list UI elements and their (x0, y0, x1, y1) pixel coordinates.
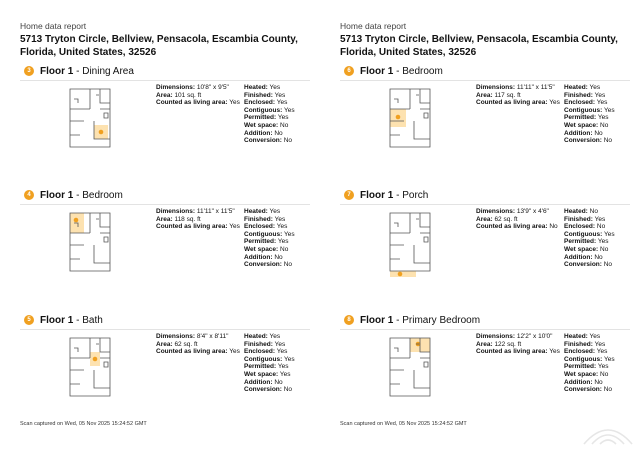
conversion-label: Conversion: (244, 261, 282, 269)
heated-value: Yes (589, 84, 601, 91)
addition-value: No (274, 253, 283, 261)
dimensions-label: Dimensions: (156, 84, 196, 91)
dimensions-value: 8'4" x 8'11" (196, 333, 229, 340)
floor-label: Floor 1 (40, 65, 74, 77)
contiguous-value: Yes (283, 230, 295, 238)
enclosed-value: Yes (596, 348, 608, 356)
floor-plan-thumbnail (66, 85, 116, 155)
living-area-value: Yes (229, 99, 240, 107)
wet-space-label: Wet space: (564, 370, 599, 378)
room-flags (244, 333, 295, 394)
heated-value: Yes (269, 208, 281, 215)
contiguous-label: Contiguous: (564, 230, 603, 238)
dimensions-value: 13'9" x 4'6" (516, 208, 549, 215)
permitted-label: Permitted: (564, 238, 597, 246)
room-details (156, 333, 240, 356)
dimensions-label: Dimensions: (476, 208, 516, 215)
conversion-value: No (603, 261, 613, 269)
area-value: 118 sq. ft (174, 215, 201, 223)
title-separator: - (393, 65, 403, 77)
addition-value: No (594, 378, 603, 386)
room-section (340, 188, 640, 308)
room-details (156, 84, 240, 107)
room-name: Bath (82, 314, 103, 326)
area-label: Area: (476, 91, 493, 99)
area-label: Area: (476, 215, 493, 223)
finished-value: Yes (274, 91, 286, 99)
addition-label: Addition: (564, 253, 593, 261)
addition-value: No (274, 129, 283, 137)
room-details (476, 84, 560, 107)
floor-label: Floor 1 (40, 314, 74, 326)
addition-label: Addition: (244, 253, 273, 261)
wet-space-value: No (600, 370, 609, 378)
section-divider (20, 204, 310, 205)
floor-label: Floor 1 (40, 189, 74, 201)
room-name: Dining Area (82, 65, 134, 77)
enclosed-label: Enclosed: (244, 348, 276, 356)
room-title (40, 190, 123, 201)
room-heading (20, 64, 134, 78)
living-area-value: Yes (549, 348, 560, 356)
finished-label: Finished: (244, 91, 273, 99)
enclosed-label: Enclosed: (564, 99, 596, 107)
finished-label: Finished: (564, 215, 593, 223)
scan-timestamp: Scan captured on Wed, 05 Nov 2025 15:24:52 GMT (20, 421, 147, 427)
heated-value: Yes (269, 84, 281, 91)
permitted-label: Permitted: (244, 363, 277, 371)
room-number-badge: 6 (344, 66, 354, 76)
permitted-value: Yes (597, 363, 609, 371)
wet-space-label: Wet space: (564, 245, 599, 253)
conversion-label: Conversion: (564, 386, 602, 394)
dimensions-value: 12'2" x 10'0" (516, 333, 553, 340)
dimensions-value: 11'11" x 11'5" (516, 84, 555, 91)
area-value: 117 sq. ft (494, 91, 521, 99)
conversion-label: Conversion: (244, 137, 282, 145)
room-details (156, 208, 240, 231)
wet-space-value: No (280, 245, 289, 253)
living-area-label: Counted as living area: (476, 99, 548, 107)
finished-value: Yes (274, 215, 286, 223)
contiguous-label: Contiguous: (244, 355, 283, 363)
permitted-value: Yes (277, 238, 289, 246)
report-page-right (320, 0, 640, 452)
room-title (360, 66, 443, 77)
room-number-badge: 4 (24, 190, 34, 200)
title-separator: - (393, 314, 403, 326)
dimensions-value: 11'11" x 11'5" (196, 208, 235, 215)
contiguous-value: Yes (603, 230, 615, 238)
title-separator: - (393, 189, 403, 201)
heated-label: Heated: (564, 333, 588, 340)
room-details (476, 333, 560, 356)
contiguous-label: Contiguous: (244, 106, 283, 114)
section-divider (340, 329, 630, 330)
scan-timestamp: Scan captured on Wed, 05 Nov 2025 15:24:52 GMT (340, 421, 467, 427)
dimensions-label: Dimensions: (156, 333, 196, 340)
finished-label: Finished: (564, 340, 593, 348)
room-marker-icon (398, 272, 403, 277)
area-label: Area: (156, 340, 173, 348)
area-value: 62 sq. ft (174, 340, 198, 348)
section-divider (340, 80, 630, 81)
room-heading (20, 188, 123, 202)
heated-value: Yes (269, 333, 281, 340)
room-number-badge: 5 (24, 315, 34, 325)
room-flags (564, 208, 615, 269)
heated-label: Heated: (244, 333, 268, 340)
room-section (340, 64, 640, 184)
contiguous-label: Contiguous: (564, 106, 603, 114)
room-flags (564, 333, 615, 394)
wet-space-label: Wet space: (564, 121, 599, 129)
floor-plan-thumbnail (66, 334, 116, 404)
wet-space-value: No (600, 121, 609, 129)
dimensions-label: Dimensions: (476, 333, 516, 340)
enclosed-value: Yes (276, 223, 288, 231)
conversion-value: No (603, 137, 613, 145)
room-heading (340, 64, 443, 78)
finished-value: Yes (594, 340, 606, 348)
room-name: Bedroom (402, 65, 443, 77)
floor-plan-thumbnail (386, 334, 436, 404)
conversion-value: No (283, 386, 293, 394)
conversion-value: No (603, 386, 613, 394)
conversion-label: Conversion: (564, 137, 602, 145)
living-area-value: Yes (229, 223, 240, 231)
dimensions-label: Dimensions: (476, 84, 516, 91)
heated-value: Yes (589, 333, 601, 340)
room-title (40, 66, 134, 77)
living-area-label: Counted as living area: (156, 223, 228, 231)
addition-value: No (274, 378, 283, 386)
room-number-badge: 7 (344, 190, 354, 200)
highlighted-room (390, 271, 416, 277)
permitted-label: Permitted: (244, 238, 277, 246)
contiguous-value: Yes (283, 355, 295, 363)
living-area-label: Counted as living area: (156, 348, 228, 356)
report-label: Home data report (340, 21, 407, 31)
area-label: Area: (156, 91, 173, 99)
wet-space-value: No (600, 245, 609, 253)
property-address: 5713 Tryton Circle, Bellview, Pensacola, Escambia County, Florida, United States, 32526 (340, 34, 618, 58)
addition-value: No (594, 253, 603, 261)
section-divider (340, 204, 630, 205)
wet-space-value: Yes (279, 370, 291, 378)
enclosed-value: Yes (276, 99, 288, 107)
enclosed-value: Yes (596, 99, 608, 107)
conversion-value: No (283, 137, 293, 145)
living-area-value: Yes (229, 348, 240, 356)
addition-label: Addition: (564, 129, 593, 137)
contiguous-label: Contiguous: (244, 230, 283, 238)
finished-value: Yes (594, 215, 606, 223)
area-label: Area: (476, 340, 493, 348)
wet-space-label: Wet space: (244, 245, 279, 253)
room-name: Bedroom (82, 189, 123, 201)
room-details (476, 208, 558, 231)
room-section (20, 188, 320, 308)
heated-label: Heated: (244, 208, 268, 215)
finished-label: Finished: (244, 215, 273, 223)
room-marker-icon (93, 357, 98, 362)
report-label: Home data report (20, 21, 87, 31)
section-divider (20, 80, 310, 81)
room-heading (340, 188, 428, 202)
conversion-value: No (283, 261, 293, 269)
room-number-badge: 3 (24, 66, 34, 76)
floor-plan-thumbnail (386, 85, 436, 155)
permitted-value: Yes (597, 114, 609, 122)
enclosed-value: No (596, 223, 606, 231)
living-area-label: Counted as living area: (476, 348, 548, 356)
room-title (360, 315, 480, 326)
wet-space-label: Wet space: (244, 121, 279, 129)
contiguous-value: Yes (283, 106, 295, 114)
floor-label: Floor 1 (360, 65, 394, 77)
room-flags (564, 84, 615, 145)
wet-space-value: No (280, 121, 289, 129)
floor-label: Floor 1 (360, 189, 394, 201)
room-marker-icon (74, 218, 79, 223)
room-heading (20, 313, 103, 327)
living-area-label: Counted as living area: (476, 223, 548, 231)
enclosed-value: Yes (276, 348, 288, 356)
addition-label: Addition: (564, 378, 593, 386)
area-value: 62 sq. ft (494, 215, 518, 223)
room-section (20, 313, 320, 433)
enclosed-label: Enclosed: (244, 223, 276, 231)
contiguous-value: Yes (603, 355, 615, 363)
finished-value: Yes (594, 91, 606, 99)
heated-label: Heated: (564, 208, 588, 215)
room-flags (244, 84, 295, 145)
living-area-value: Yes (549, 99, 560, 107)
addition-label: Addition: (244, 129, 273, 137)
room-title (360, 190, 428, 201)
living-area-label: Counted as living area: (156, 99, 228, 107)
room-title (40, 315, 103, 326)
permitted-value: Yes (597, 238, 609, 246)
permitted-label: Permitted: (244, 114, 277, 122)
title-separator: - (73, 189, 83, 201)
addition-value: No (594, 129, 603, 137)
finished-label: Finished: (564, 91, 593, 99)
enclosed-label: Enclosed: (564, 223, 596, 231)
title-separator: - (73, 65, 83, 77)
finished-value: Yes (274, 340, 286, 348)
room-number-badge: 8 (344, 315, 354, 325)
permitted-label: Permitted: (564, 363, 597, 371)
permitted-value: Yes (277, 114, 289, 122)
area-value: 122 sq. ft (494, 340, 522, 348)
addition-label: Addition: (244, 378, 273, 386)
permitted-value: Yes (277, 363, 289, 371)
contiguous-label: Contiguous: (564, 355, 603, 363)
room-marker-icon (99, 130, 104, 135)
property-address: 5713 Tryton Circle, Bellview, Pensacola, Escambia County, Florida, United States, 32526 (20, 34, 298, 58)
room-name: Primary Bedroom (402, 314, 481, 326)
watermark-logo-icon (580, 414, 636, 450)
contiguous-value: Yes (603, 106, 615, 114)
conversion-label: Conversion: (244, 386, 282, 394)
area-value: 101 sq. ft (174, 91, 202, 99)
room-name: Porch (402, 189, 429, 201)
heated-label: Heated: (564, 84, 588, 91)
room-marker-icon (396, 115, 401, 120)
floor-plan-thumbnail (66, 209, 116, 279)
enclosed-label: Enclosed: (564, 348, 596, 356)
section-divider (20, 329, 310, 330)
floor-label: Floor 1 (360, 314, 394, 326)
heated-label: Heated: (244, 84, 268, 91)
dimensions-value: 10'8" x 9'5" (196, 84, 229, 91)
area-label: Area: (156, 215, 173, 223)
room-section (20, 64, 320, 184)
heated-value: No (589, 208, 598, 215)
room-flags (244, 208, 295, 269)
wet-space-label: Wet space: (244, 370, 279, 378)
room-heading (340, 313, 480, 327)
finished-label: Finished: (244, 340, 273, 348)
floor-plan-thumbnail (386, 209, 436, 279)
permitted-label: Permitted: (564, 114, 597, 122)
dimensions-label: Dimensions: (156, 208, 196, 215)
enclosed-label: Enclosed: (244, 99, 276, 107)
conversion-label: Conversion: (564, 261, 602, 269)
living-area-value: No (549, 223, 558, 231)
title-separator: - (73, 314, 83, 326)
